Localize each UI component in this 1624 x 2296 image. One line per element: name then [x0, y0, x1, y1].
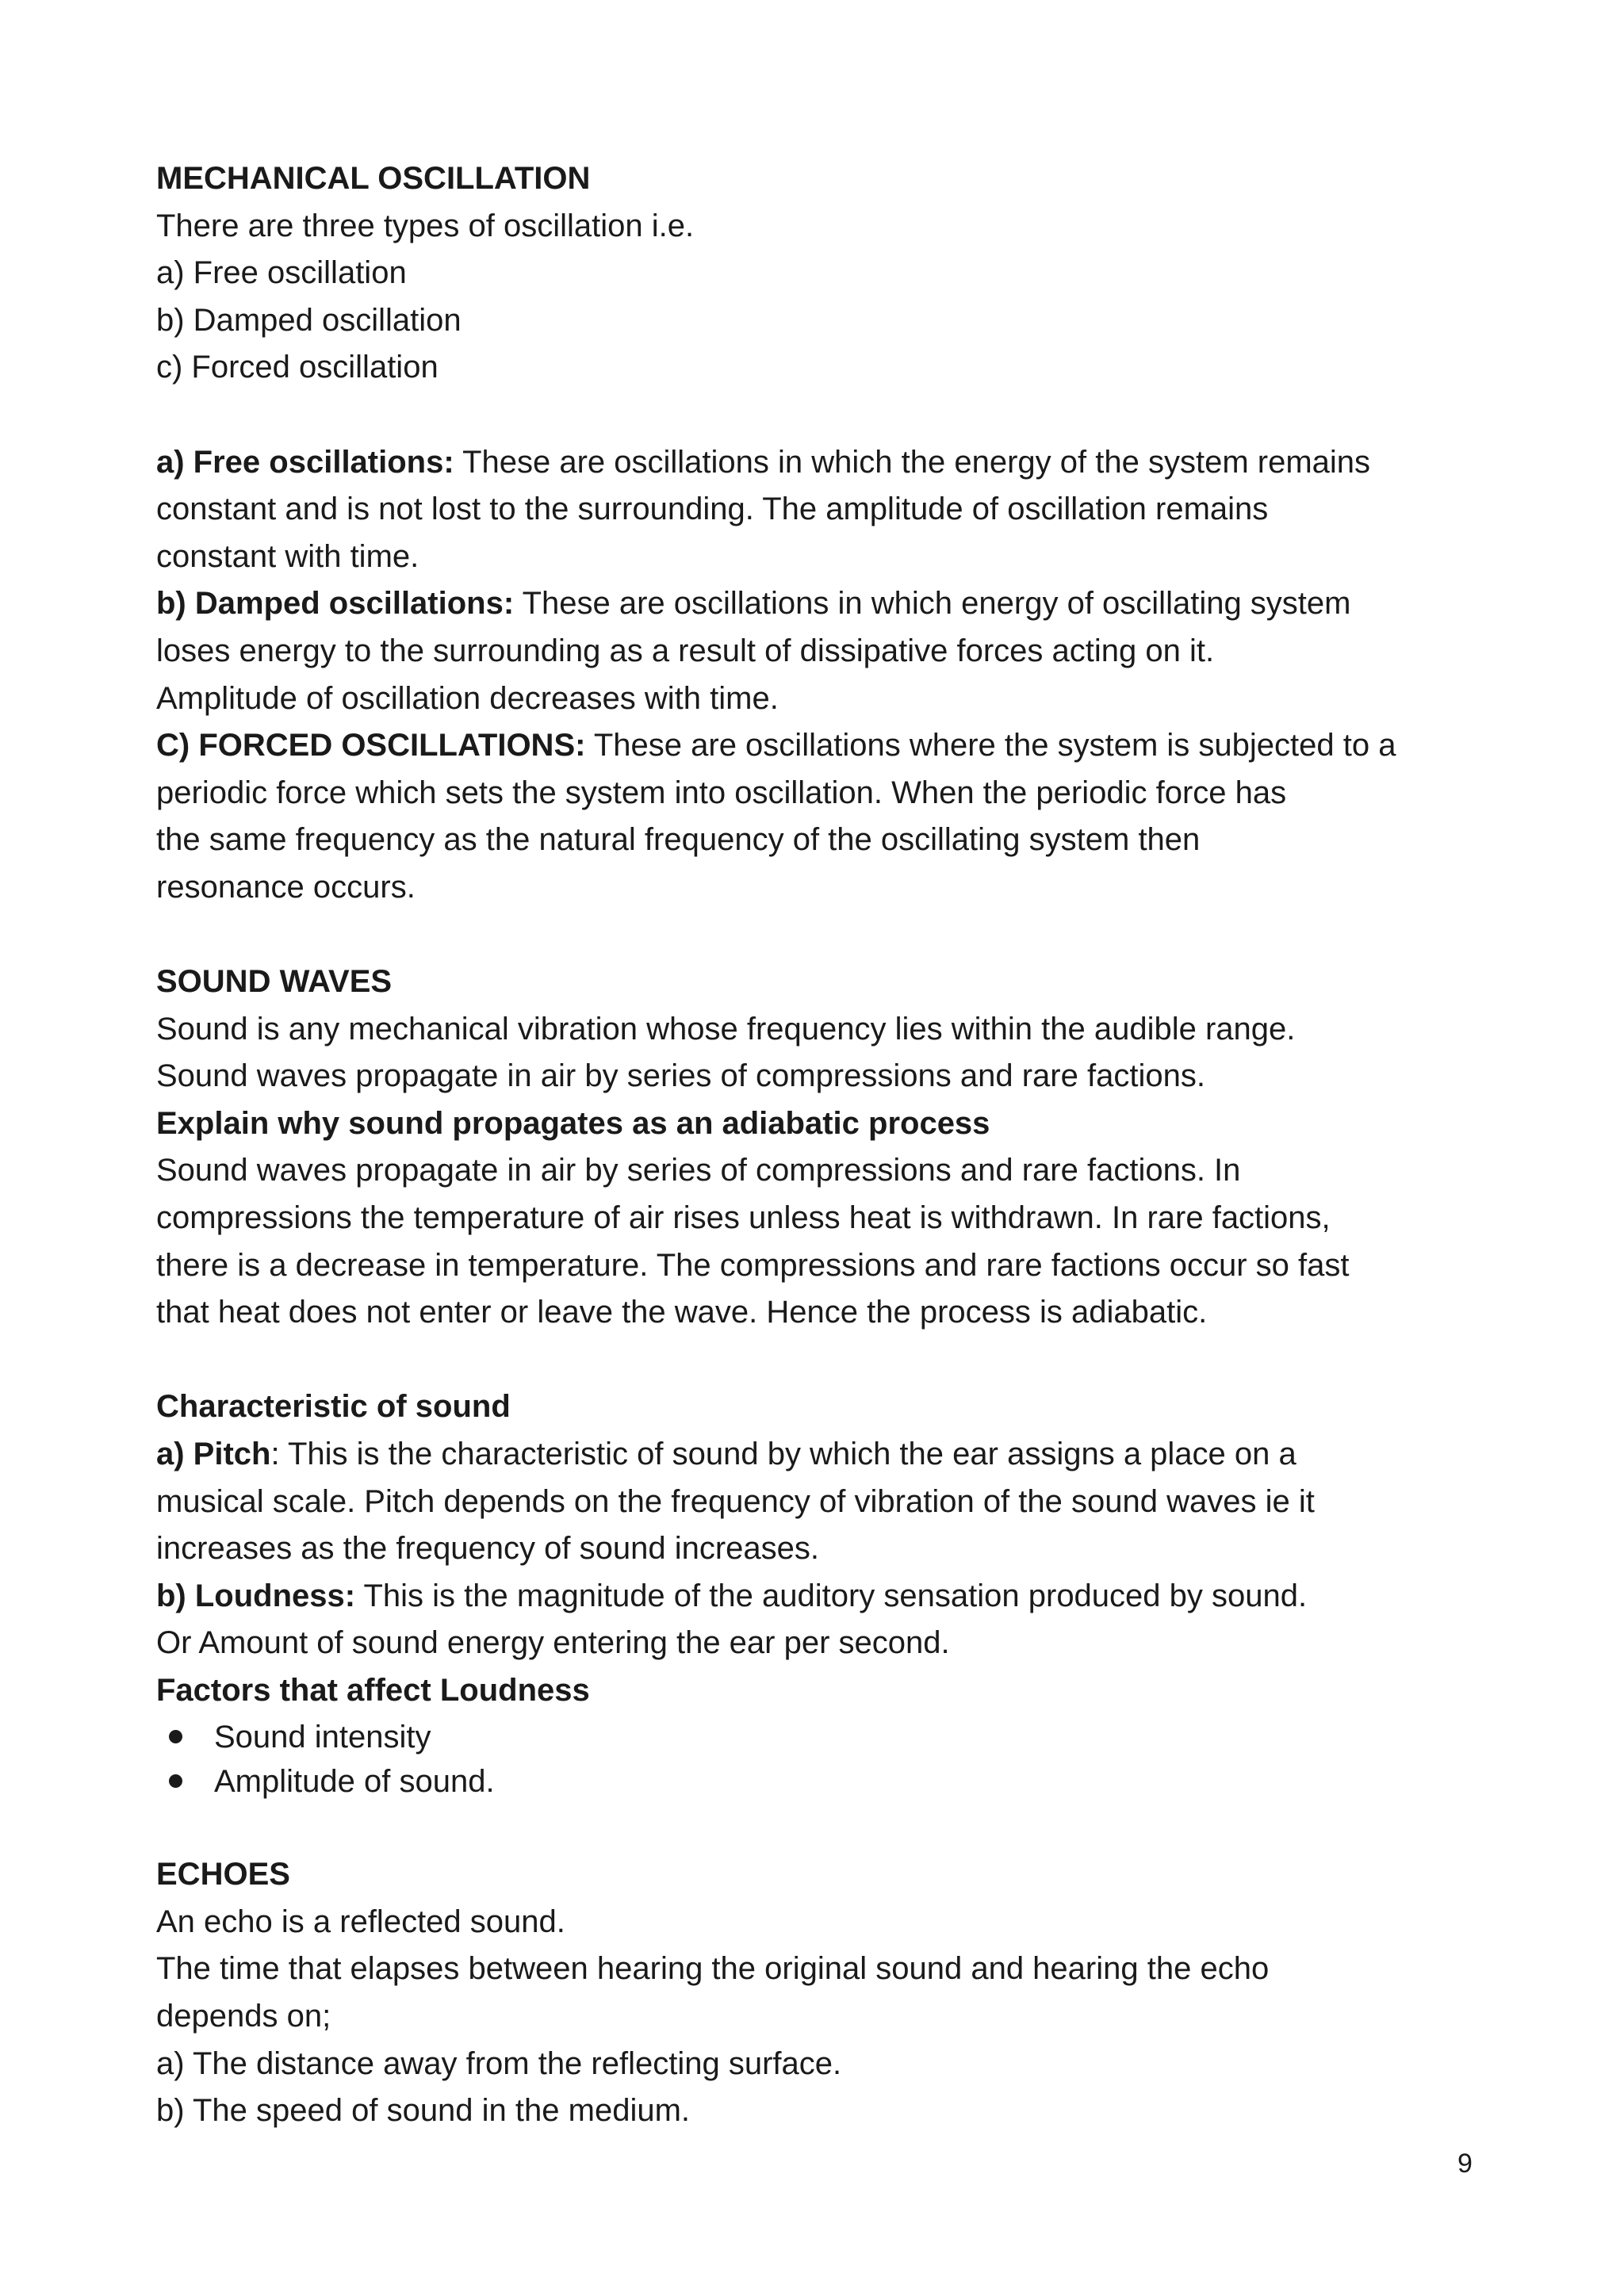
paragraph-line: There are three types of oscillation i.e.	[156, 208, 695, 243]
paragraph-line: Or Amount of sound energy entering the ear per second.	[156, 1625, 950, 1661]
term-label: a) Free oscillations:	[156, 444, 454, 480]
paragraph-line: constant with time.	[156, 538, 419, 574]
definition-text: This is the magnitude of the auditory sensation produced by sound.	[355, 1578, 1308, 1613]
paragraph-line: An echo is a reflected sound.	[156, 1904, 565, 1939]
term-label: a) Pitch	[156, 1437, 271, 1472]
definition-free-oscillations	[156, 439, 1504, 487]
heading-characteristic-of-sound: Characteristic of sound	[156, 1389, 511, 1425]
paragraph-line: The time that elapses between hearing the original sound and hearing the echo	[156, 1951, 1270, 1987]
paragraph-line: compressions the temperature of air rises unless heat is withdrawn. In rare factions,	[156, 1200, 1331, 1236]
paragraph-line: the same frequency as the natural frequency of the oscillating system then	[156, 822, 1201, 858]
paragraph-line: depends on;	[156, 1998, 331, 2034]
bullet-list	[156, 1715, 1504, 1804]
heading-mechanical-oscillation: MECHANICAL OSCILLATION	[156, 161, 591, 196]
paragraph-line: Amplitude of oscillation decreases with time.	[156, 680, 779, 716]
definition-text: : This is the characteristic of sound by which the ear assigns a place on a	[270, 1437, 1297, 1472]
definition-loudness	[156, 1573, 1504, 1621]
section-characteristic-of-sound	[156, 1383, 1504, 1851]
paragraph-line: Sound waves propagate in air by series of compressions and rare factions. In	[156, 1153, 1241, 1188]
definition-damped-oscillations	[156, 580, 1504, 628]
bullet-icon	[169, 1730, 182, 1743]
heading-echoes: ECHOES	[156, 1857, 290, 1892]
section-mechanical-oscillation	[156, 155, 1504, 959]
definition-text: These are oscillations in which energy of oscillating system	[514, 586, 1351, 622]
term-label: C) FORCED OSCILLATIONS:	[156, 728, 586, 763]
list-item: a) The distance away from the reflecting surface.	[156, 2045, 842, 2081]
paragraph-line: Sound is any mechanical vibration whose frequency lies within the audible range.	[156, 1011, 1296, 1047]
section-echoes	[156, 1851, 1504, 2135]
bullet-icon	[169, 1774, 182, 1788]
list-item: b) Damped oscillation	[156, 302, 462, 338]
list-item-text: Amplitude of sound.	[214, 1764, 495, 1800]
heading-factors-loudness: Factors that affect Loudness	[156, 1673, 590, 1708]
list-item: b) The speed of sound in the medium.	[156, 2093, 691, 2129]
spacer	[156, 1804, 1504, 1852]
paragraph-line: that heat does not enter or leave the wave. Hence the process is adiabatic.	[156, 1295, 1208, 1330]
definition-text: These are oscillations where the system is subjected to a	[585, 728, 1396, 763]
spacer	[156, 912, 1504, 959]
question-heading: Explain why sound propagates as an adiabatic process	[156, 1105, 990, 1141]
paragraph-line: Sound waves propagate in air by series of compressions and rare factions.	[156, 1058, 1205, 1094]
list-item	[156, 1759, 1504, 1804]
spacer	[156, 392, 1504, 439]
section-sound-waves	[156, 959, 1504, 1383]
paragraph-line: periodic force which sets the system into oscillation. When the periodic force has	[156, 775, 1287, 810]
definition-pitch	[156, 1431, 1504, 1479]
paragraph-line: there is a decrease in temperature. The compressions and rare factions occur so fast	[156, 1247, 1350, 1283]
definition-text: These are oscillations in which the energy of the system remains	[454, 444, 1371, 480]
paragraph-line: constant and is not lost to the surrounding. The amplitude of oscillation remains	[156, 492, 1269, 527]
paragraph-line: resonance occurs.	[156, 869, 416, 905]
term-label: b) Loudness:	[156, 1578, 356, 1613]
paragraph-line: musical scale. Pitch depends on the frequency of vibration of the sound waves ie it	[156, 1483, 1315, 1519]
term-label: b) Damped oscillations:	[156, 586, 515, 622]
paragraph-line: loses energy to the surrounding as a result of dissipative forces acting on it.	[156, 633, 1215, 668]
paragraph-line: increases as the frequency of sound increases.	[156, 1531, 820, 1567]
list-item-text: Sound intensity	[214, 1719, 431, 1755]
spacer	[156, 1337, 1504, 1384]
heading-sound-waves: SOUND WAVES	[156, 964, 393, 1000]
definition-forced-oscillations	[156, 722, 1504, 770]
list-item	[156, 1715, 1504, 1760]
list-item: c) Forced oscillation	[156, 350, 439, 385]
list-item: a) Free oscillation	[156, 255, 407, 291]
page-number: 9	[1457, 2149, 1473, 2179]
document-body	[156, 155, 1504, 2135]
